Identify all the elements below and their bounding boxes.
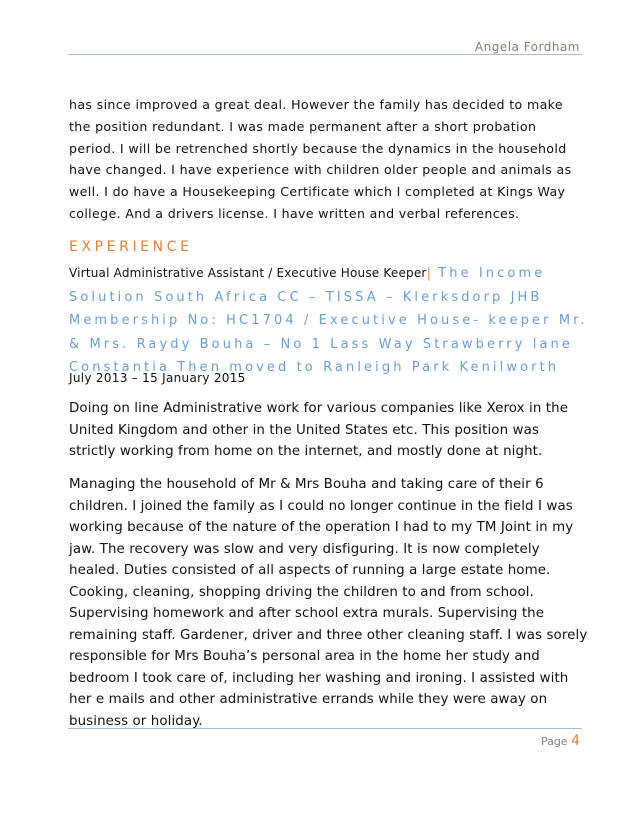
experience-heading: EXPERIENCE [69,239,193,255]
page-label: Page [540,735,568,748]
job-header [69,261,589,379]
header-divider [68,54,582,55]
job-dates: July 2013 – 15 January 2015 [69,371,246,385]
page-header-name: Angela Fordham [474,40,580,54]
intro-paragraph: has since improved a great deal. However the family has decided to make the position redundant. I was made permanent after a short probation period. I will be retrenched shortly because the dynamics in the household have changed. I have experience with children older people and animals as well. I do have a Housekeeping Certificate which I completed at Kings Way college. And a drivers license. I have written and verbal references. [69,97,572,221]
page-footer [541,733,580,749]
page-number: 4 [571,733,580,749]
job-description-paragraph: Managing the household of Mr & Mrs Bouha and taking care of their 6 children. I joined the family as I could no longer continue in the field I was working because of the nature of the operation I had to my TM Joint in my jaw. The recovery was slow and very disfiguring. It is now completely healed. Duties consisted of all aspects of running a large estate home. Cooking, cleaning, shopping driving the children to and from school. Supervising homework and after school extra murals. Supervising the remaining staff. Gardener, driver and three other cleaning staff. I was sorely responsible for Mrs Bouha’s personal area in the home her study and bedroom I took care of, including her washing and ironing. I assisted with her e mails and other administrative errands while they were away on business or holiday. [69,477,588,729]
job-description-paragraph: Doing on line Administrative work for various companies like Xerox in the United Kingdom and other in the United States etc. This position was strictly working from home on the internet, and mostly done at night. [69,401,569,459]
job-company: The Income Solution South Africa CC – TISSA – Klerksdorp JHB Membership No: HC1704 / Executive House- keeper Mr. & Mrs. Raydy Bouha – No 1 Lass Way Strawberry lane Constantia Then moved to Ranleigh Park Kenilworth [69,266,588,375]
job-separator: | [426,266,431,281]
job-title: Virtual Administrative Assistant / Executive House Keeper [69,266,427,280]
footer-divider [68,728,582,729]
